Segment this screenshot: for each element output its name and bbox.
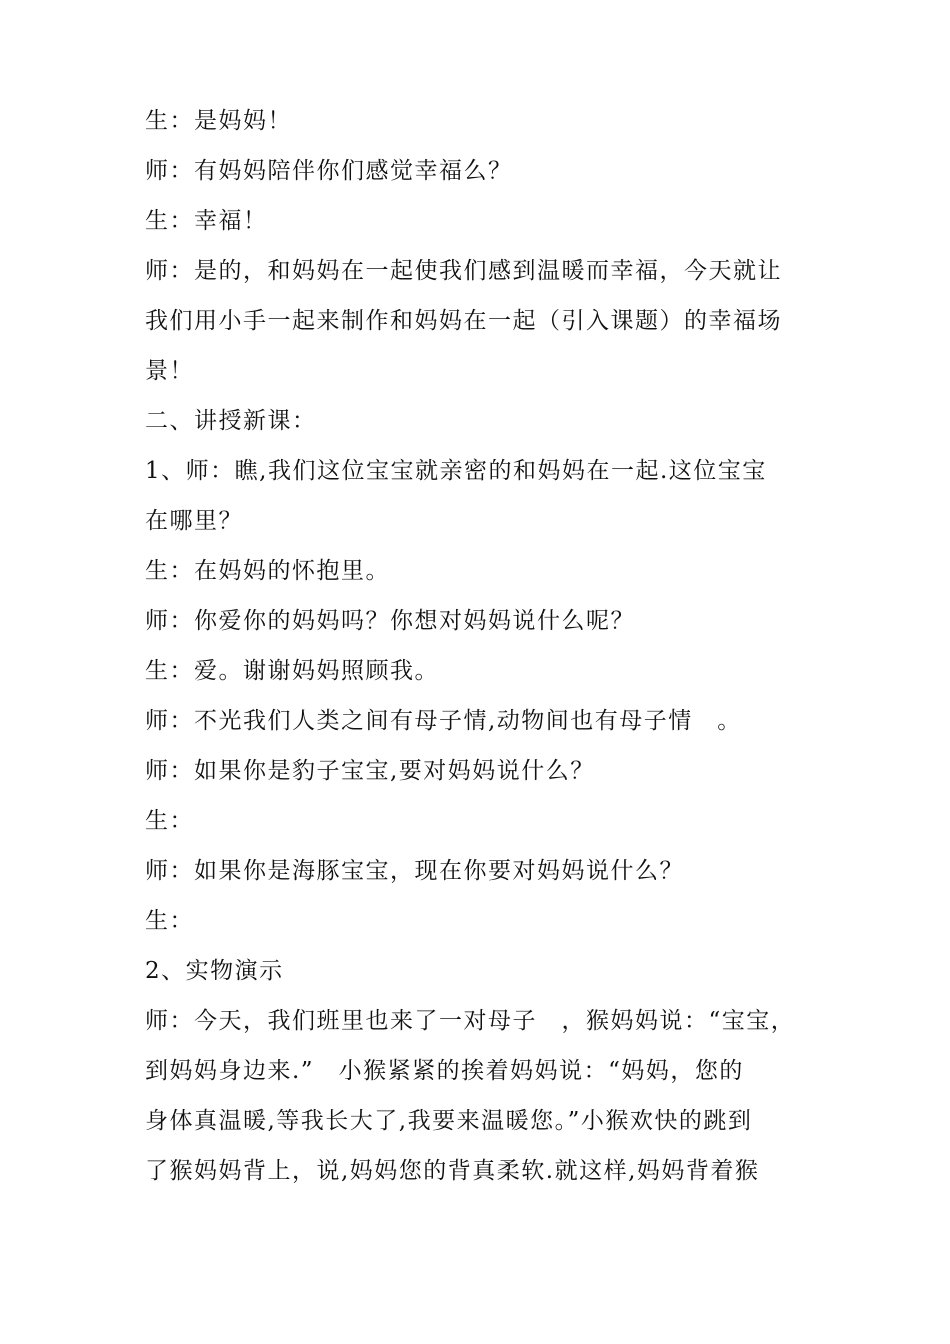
document-page — [145, 96, 810, 1196]
text-line: 在哪里？ — [145, 508, 243, 534]
text-line: 生：在妈妈的怀抱里。 — [145, 558, 390, 584]
text-line: 师：如果你是海豚宝宝，现在你要对妈妈说什么？ — [145, 858, 684, 884]
text-line: 生：是妈妈！ — [145, 108, 292, 134]
text-line: 师：你爱你的妈妈吗？你想对妈妈说什么呢？ — [145, 608, 635, 634]
text-line: 1、师：瞧,我们这位宝宝就亲密的和妈妈在一起.这位宝宝 — [145, 458, 767, 484]
text-line: 我们用小手一起来制作和妈妈在一起（引入课题）的幸福场 — [145, 308, 782, 334]
text-line: 师：有妈妈陪伴你们感觉幸福么？ — [145, 158, 513, 184]
text-line: 生： — [145, 808, 194, 834]
text-line: 身体真温暖,等我长大了,我要来温暖您。”小猴欢快的跳到 — [145, 1108, 753, 1134]
section-heading: 二、讲授新课： — [145, 408, 317, 434]
text-line: 生： — [145, 908, 194, 934]
text-line: 生：爱。谢谢妈妈照顾我。 — [145, 658, 439, 684]
section-heading: 2、实物演示 — [145, 958, 284, 984]
text-line: 景！ — [145, 358, 194, 384]
text-line: 了猴妈妈背上，说,妈妈您的背真柔软.就这样,妈妈背着猴 — [145, 1158, 760, 1184]
text-line: 师：是的，和妈妈在一起使我们感到温暖而幸福，今天就让 — [145, 258, 782, 284]
text-line: 生：幸福！ — [145, 208, 268, 234]
text-line: 师：如果你是豹子宝宝,要对妈妈说什么？ — [145, 758, 595, 784]
text-line: 师：今天，我们班里也来了一对母子 ，猴妈妈说：“宝宝， — [145, 1008, 796, 1034]
text-line: 到妈妈身边来.” 小猴紧紧的挨着妈妈说：“妈妈，您的 — [145, 1058, 744, 1084]
text-line: 师：不光我们人类之间有母子情,动物间也有母子情 。 — [145, 708, 742, 734]
